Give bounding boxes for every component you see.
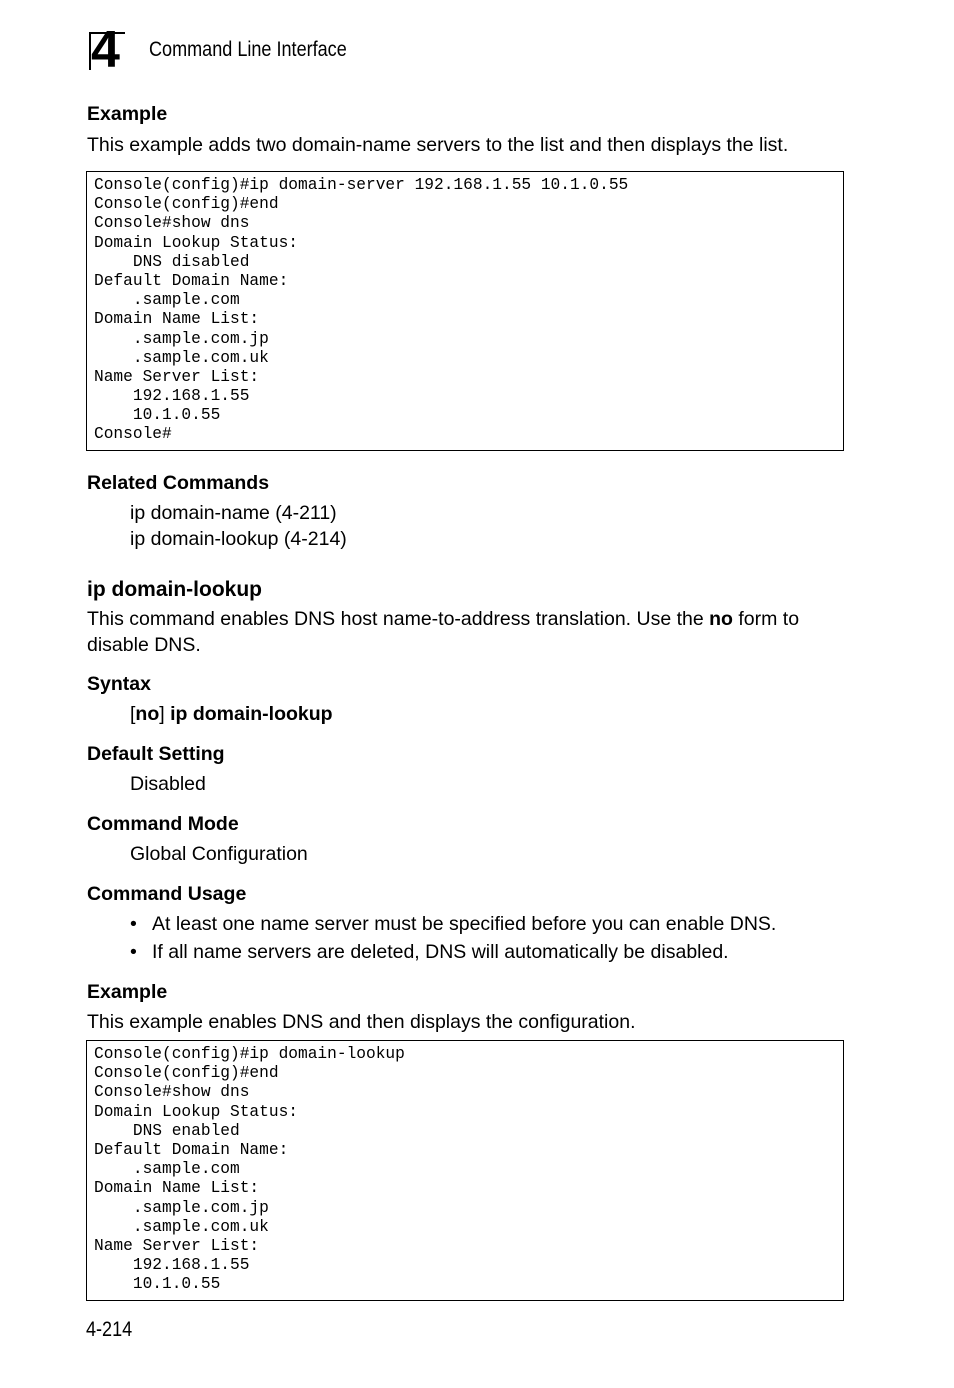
code-line: Console(config)#end — [94, 195, 279, 214]
code-line: .sample.com — [94, 1160, 240, 1179]
code-line: .sample.com.jp — [94, 1198, 269, 1217]
default-setting-value: Disabled — [130, 773, 206, 795]
syntax-line — [130, 701, 333, 727]
bracket-open: [ — [130, 703, 136, 725]
code-line: .sample.com.jp — [94, 329, 269, 348]
code-line: Name Server List: — [94, 367, 260, 386]
example-description: This example enables DNS and then displays the configuration. — [87, 1011, 636, 1033]
example-heading: Example — [87, 103, 168, 125]
code-line: 10.1.0.55 — [94, 1275, 221, 1294]
code-line: Console#show dns — [94, 1083, 250, 1102]
usage-text: At least one name server must be specified before you can enable DNS. — [152, 913, 777, 935]
command-description-line2: disable DNS. — [87, 634, 201, 656]
code-line: Domain Name List: — [94, 1179, 260, 1198]
related-command-link[interactable]: ip domain-lookup (4-214) — [130, 528, 347, 550]
code-line: Console#show dns — [94, 214, 250, 233]
usage-text: If all name servers are deleted, DNS will automatically be disabled. — [152, 941, 729, 963]
code-line: Name Server List: — [94, 1236, 260, 1255]
command-title: ip domain-lookup — [87, 578, 262, 601]
command-mode-value: Global Configuration — [130, 843, 308, 865]
chapter-number: 4 — [91, 21, 120, 79]
syntax-command: ip domain-lookup — [170, 703, 333, 725]
bracket-close: ] — [159, 703, 165, 725]
command-description — [87, 606, 847, 632]
code-line: Console# — [94, 425, 172, 444]
code-line: 192.168.1.55 — [94, 387, 250, 406]
code-line: DNS enabled — [94, 1121, 240, 1140]
code-line: 192.168.1.55 — [94, 1256, 250, 1275]
description-text: This command enables DNS host name-to-address translation. Use the — [87, 608, 710, 630]
code-line: .sample.com.uk — [94, 348, 269, 367]
page-number: 4-214 — [86, 1318, 133, 1341]
code-line: Domain Name List: — [94, 310, 260, 329]
description-text: form to — [732, 608, 800, 630]
running-header: Command Line Interface — [149, 38, 347, 61]
example-description: This example adds two domain-name servers to the list and then displays the list. — [87, 134, 789, 156]
default-setting-heading: Default Setting — [87, 743, 225, 765]
bullet-icon: • — [130, 941, 137, 963]
related-command-link[interactable]: ip domain-name (4-211) — [130, 502, 337, 524]
code-block-2 — [86, 1040, 844, 1301]
code-line: 10.1.0.55 — [94, 406, 221, 425]
code-line: Default Domain Name: — [94, 1140, 289, 1159]
usage-bullet-item — [130, 939, 729, 965]
example-heading: Example — [87, 981, 168, 1003]
code-line: Domain Lookup Status: — [94, 1102, 298, 1121]
related-commands-heading: Related Commands — [87, 472, 270, 494]
code-line: Domain Lookup Status: — [94, 233, 298, 252]
command-mode-heading: Command Mode — [87, 813, 239, 835]
code-line: DNS disabled — [94, 252, 250, 271]
syntax-no-keyword: no — [135, 703, 160, 725]
code-line: Console(config)#ip domain-server 192.168.1.55 10.1.0.55 — [94, 176, 629, 194]
code-line: .sample.com.uk — [94, 1217, 269, 1236]
code-block-1 — [86, 171, 844, 451]
code-line: Default Domain Name: — [94, 271, 289, 290]
code-line: Console(config)#end — [94, 1064, 279, 1083]
command-usage-heading: Command Usage — [87, 883, 247, 905]
no-keyword: no — [709, 608, 733, 630]
code-line: Console(config)#ip domain-lookup — [94, 1045, 405, 1063]
code-line: .sample.com — [94, 291, 240, 310]
bullet-icon: • — [130, 913, 137, 935]
usage-bullet-item — [130, 911, 776, 937]
syntax-heading: Syntax — [87, 673, 151, 695]
